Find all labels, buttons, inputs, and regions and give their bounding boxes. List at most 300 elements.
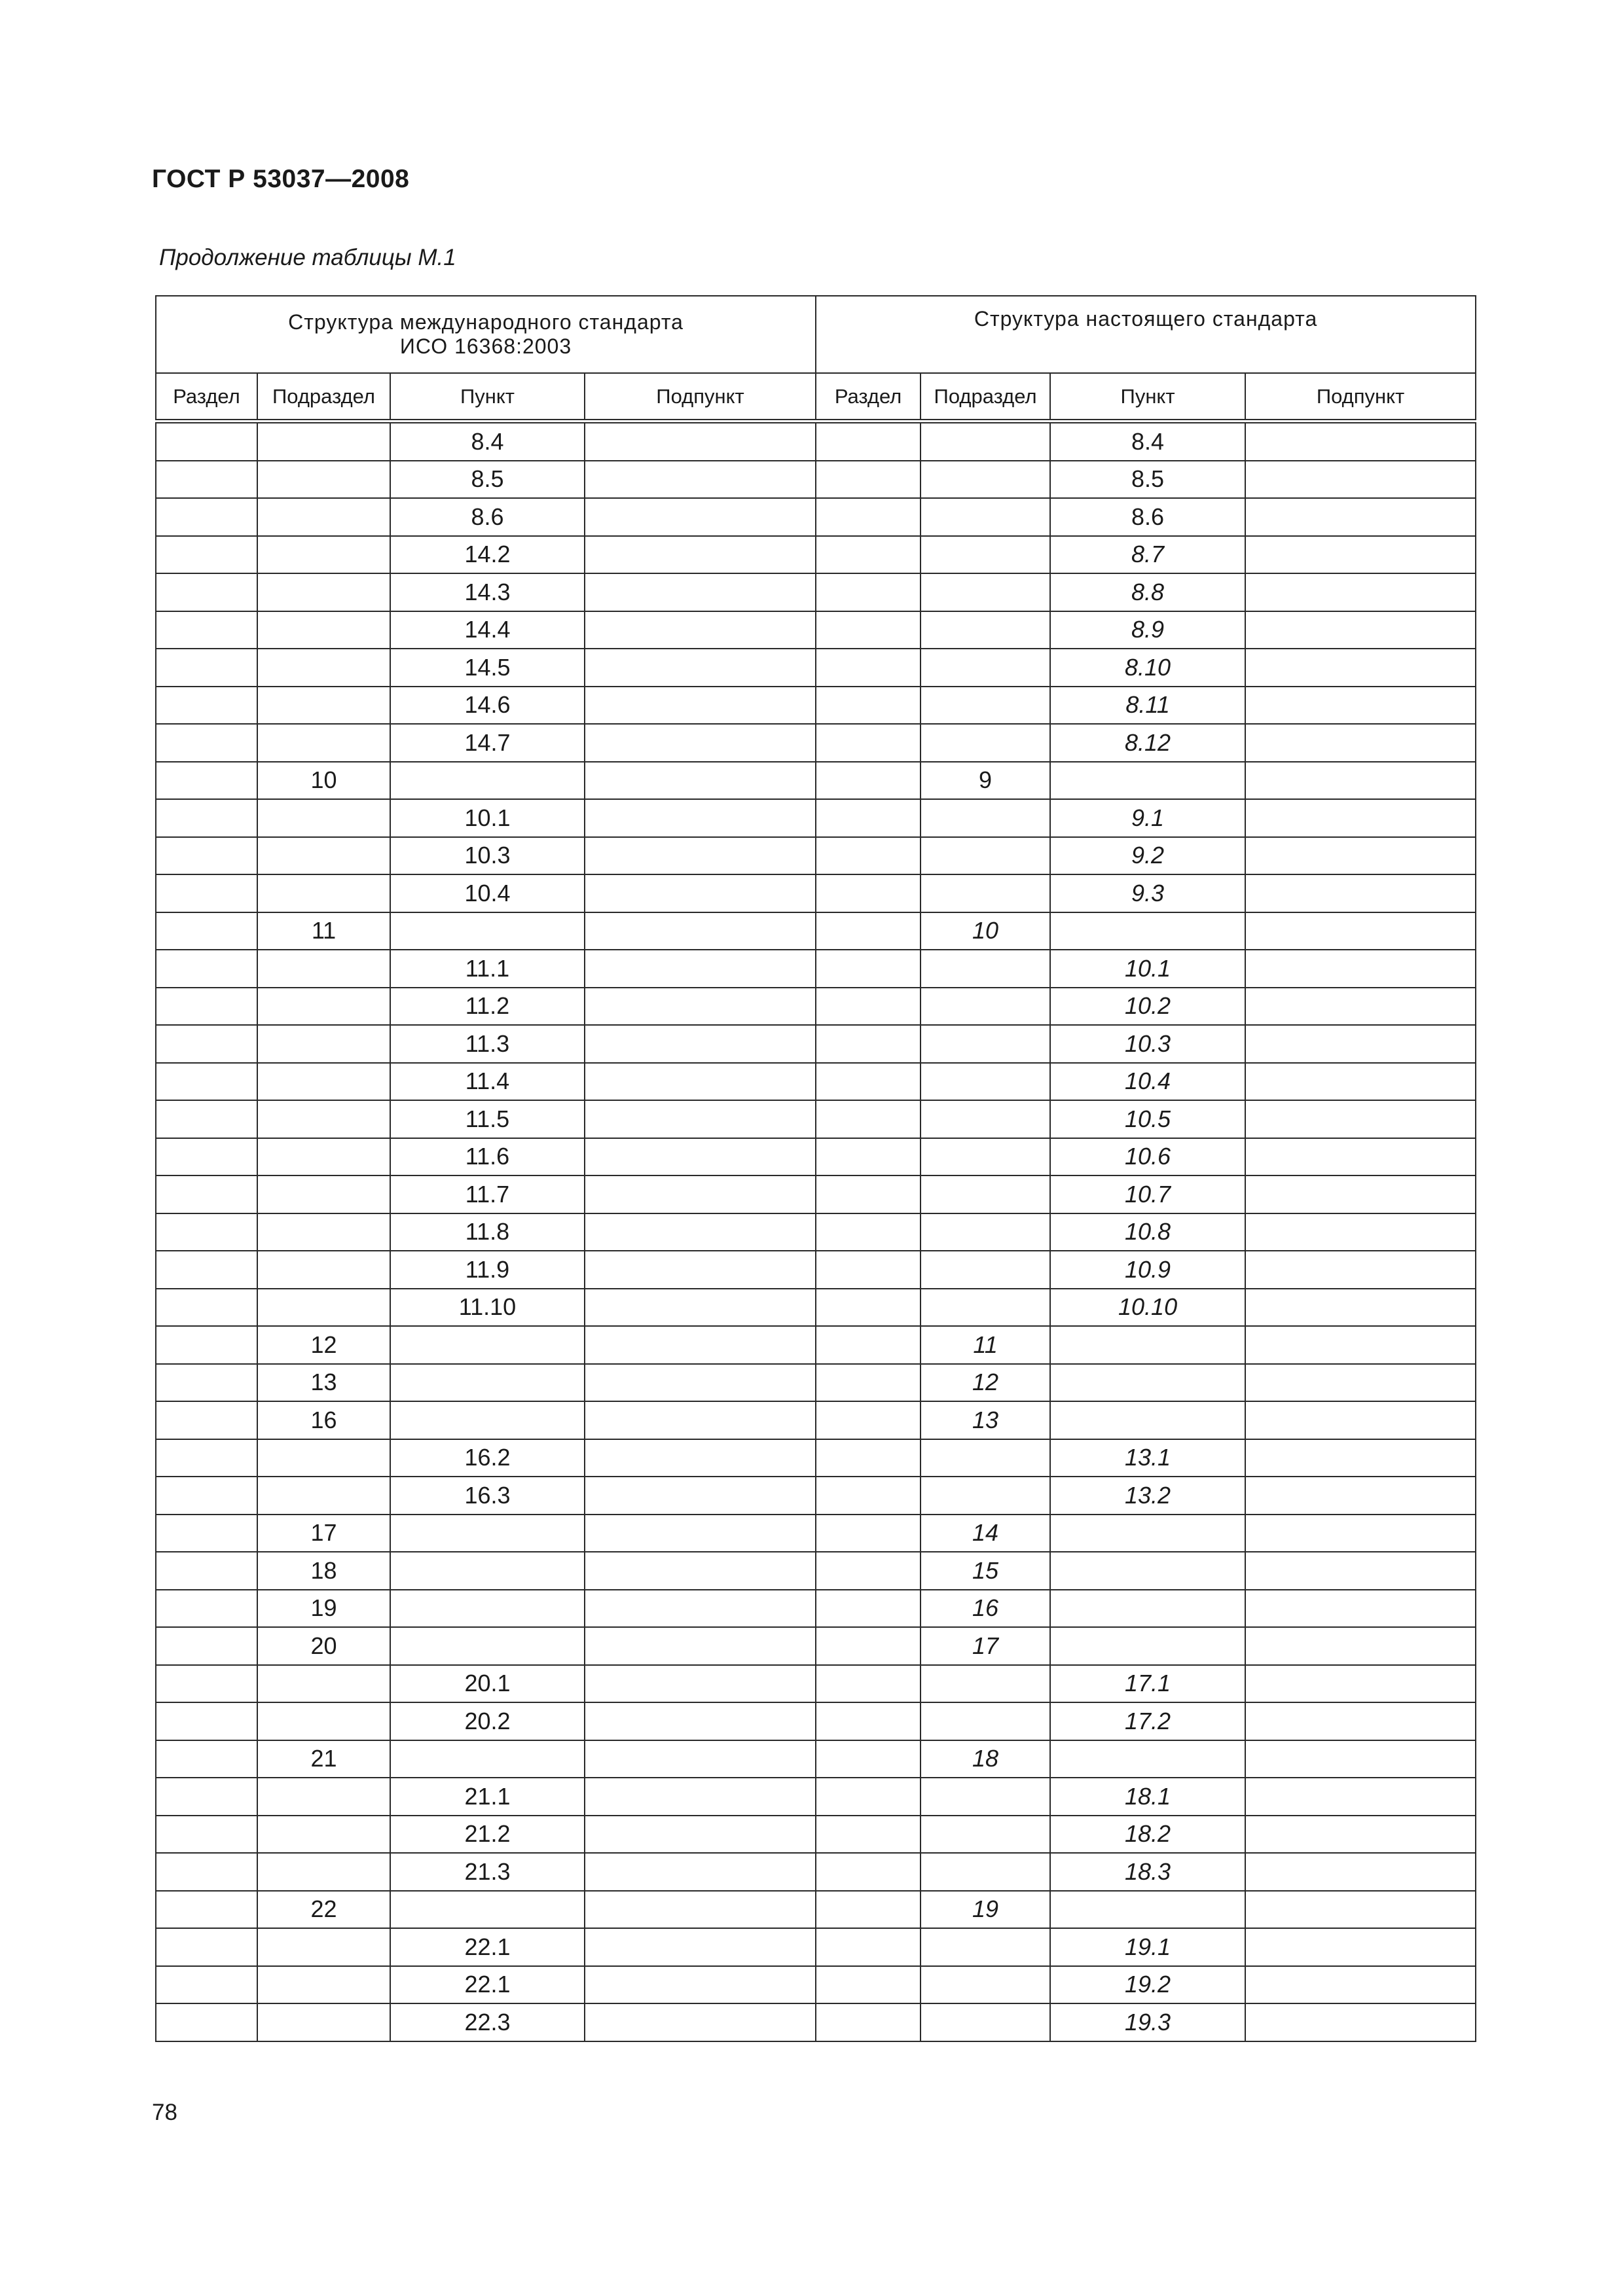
national-subclause-cell — [1245, 950, 1476, 988]
iso-subclause-cell — [585, 1778, 816, 1816]
national-clause-cell: 8.4 — [1050, 422, 1245, 461]
col-header-national-section: Раздел — [816, 373, 921, 422]
national-clause-cell: 17.1 — [1050, 1665, 1245, 1703]
national-section-cell — [816, 1515, 921, 1552]
national-subclause-cell — [1245, 1063, 1476, 1101]
table-row — [156, 762, 1476, 800]
iso-subsection-cell: 22 — [257, 1891, 390, 1929]
national-subclause-cell — [1245, 1928, 1476, 1966]
iso-subsection-cell — [257, 799, 390, 837]
iso-section-cell — [156, 2003, 257, 2041]
table-row — [156, 874, 1476, 912]
table-row — [156, 422, 1476, 461]
national-section-cell — [816, 1853, 921, 1891]
table-row — [156, 1552, 1476, 1590]
table-row — [156, 1364, 1476, 1402]
national-subsection-cell — [921, 988, 1050, 1026]
iso-clause-cell: 22.3 — [390, 2003, 585, 2041]
national-clause-cell: 8.6 — [1050, 498, 1245, 536]
national-subsection-cell — [921, 1289, 1050, 1327]
iso-subclause-cell — [585, 1251, 816, 1289]
iso-subclause-cell — [585, 762, 816, 800]
iso-subsection-cell — [257, 1025, 390, 1063]
national-section-cell — [816, 724, 921, 762]
table-row — [156, 1477, 1476, 1515]
iso-subclause-cell — [585, 950, 816, 988]
iso-clause-cell: 16.3 — [390, 1477, 585, 1515]
national-subsection-cell: 11 — [921, 1326, 1050, 1364]
national-subsection-cell — [921, 422, 1050, 461]
iso-subsection-cell: 18 — [257, 1552, 390, 1590]
iso-subsection-cell — [257, 1853, 390, 1891]
iso-clause-cell: 20.2 — [390, 1702, 585, 1740]
national-subsection-cell — [921, 1138, 1050, 1176]
national-subsection-cell — [921, 1025, 1050, 1063]
national-subsection-cell — [921, 1100, 1050, 1138]
national-clause-cell — [1050, 1740, 1245, 1778]
iso-section-cell — [156, 1590, 257, 1628]
iso-subsection-cell — [257, 461, 390, 499]
national-subclause-cell — [1245, 1138, 1476, 1176]
iso-clause-cell — [390, 1627, 585, 1665]
national-clause-cell — [1050, 1891, 1245, 1929]
national-clause-cell: 8.12 — [1050, 724, 1245, 762]
iso-clause-cell: 22.1 — [390, 1928, 585, 1966]
iso-clause-cell: 14.6 — [390, 687, 585, 725]
iso-section-cell — [156, 762, 257, 800]
national-section-cell — [816, 1928, 921, 1966]
iso-section-cell — [156, 1928, 257, 1966]
table-row — [156, 837, 1476, 875]
table-row — [156, 649, 1476, 687]
national-clause-cell: 9.1 — [1050, 799, 1245, 837]
national-subclause-cell — [1245, 1552, 1476, 1590]
iso-subclause-cell — [585, 1326, 816, 1364]
national-clause-cell — [1050, 1401, 1245, 1439]
col-header-iso-clause: Пункт — [390, 373, 585, 422]
national-subsection-cell — [921, 2003, 1050, 2041]
iso-section-cell — [156, 950, 257, 988]
iso-section-cell — [156, 687, 257, 725]
national-subsection-cell — [921, 611, 1050, 649]
national-subclause-cell — [1245, 1289, 1476, 1327]
iso-subsection-cell — [257, 1251, 390, 1289]
national-clause-cell — [1050, 762, 1245, 800]
national-clause-cell: 13.2 — [1050, 1477, 1245, 1515]
national-subsection-cell — [921, 799, 1050, 837]
national-clause-cell: 10.1 — [1050, 950, 1245, 988]
national-subsection-cell: 13 — [921, 1401, 1050, 1439]
iso-subsection-cell — [257, 498, 390, 536]
national-clause-cell: 17.2 — [1050, 1702, 1245, 1740]
iso-subclause-cell — [585, 724, 816, 762]
iso-subsection-cell — [257, 1138, 390, 1176]
national-subclause-cell — [1245, 1853, 1476, 1891]
national-subclause-cell — [1245, 1477, 1476, 1515]
national-clause-cell: 19.2 — [1050, 1966, 1245, 2004]
national-clause-cell: 18.2 — [1050, 1816, 1245, 1854]
table-row — [156, 1853, 1476, 1891]
national-subsection-cell — [921, 1778, 1050, 1816]
table-row — [156, 1891, 1476, 1929]
iso-section-cell — [156, 611, 257, 649]
iso-subclause-cell — [585, 498, 816, 536]
col-header-national-clause: Пункт — [1050, 373, 1245, 422]
national-clause-cell — [1050, 1364, 1245, 1402]
iso-subclause-cell — [585, 1891, 816, 1929]
iso-subsection-cell — [257, 1778, 390, 1816]
iso-clause-cell — [390, 1326, 585, 1364]
national-subsection-cell — [921, 573, 1050, 611]
iso-clause-cell: 11.8 — [390, 1213, 585, 1251]
table-row — [156, 611, 1476, 649]
iso-subclause-cell — [585, 1439, 816, 1477]
iso-clause-cell: 22.1 — [390, 1966, 585, 2004]
table-row — [156, 1138, 1476, 1176]
national-subsection-cell: 15 — [921, 1552, 1050, 1590]
national-section-cell — [816, 799, 921, 837]
iso-subclause-cell — [585, 649, 816, 687]
national-subsection-cell — [921, 1063, 1050, 1101]
national-clause-cell: 10.7 — [1050, 1175, 1245, 1213]
iso-subclause-cell — [585, 461, 816, 499]
national-clause-cell: 8.7 — [1050, 536, 1245, 574]
iso-subclause-cell — [585, 1213, 816, 1251]
national-section-cell — [816, 1100, 921, 1138]
national-subsection-cell — [921, 1477, 1050, 1515]
table-row — [156, 724, 1476, 762]
national-subsection-cell: 9 — [921, 762, 1050, 800]
iso-section-cell — [156, 1138, 257, 1176]
national-subsection-cell — [921, 1213, 1050, 1251]
table-row — [156, 498, 1476, 536]
iso-subsection-cell: 10 — [257, 762, 390, 800]
table-row — [156, 536, 1476, 574]
table-row — [156, 1627, 1476, 1665]
national-clause-cell: 10.9 — [1050, 1251, 1245, 1289]
national-clause-cell: 8.11 — [1050, 687, 1245, 725]
table-row — [156, 1175, 1476, 1213]
iso-section-cell — [156, 1025, 257, 1063]
national-clause-cell: 10.8 — [1050, 1213, 1245, 1251]
iso-clause-cell: 10.4 — [390, 874, 585, 912]
national-section-cell — [816, 2003, 921, 2041]
iso-subclause-cell — [585, 611, 816, 649]
iso-clause-cell: 8.6 — [390, 498, 585, 536]
national-section-cell — [816, 1439, 921, 1477]
national-section-cell — [816, 536, 921, 574]
iso-subsection-cell — [257, 1063, 390, 1101]
national-subclause-cell — [1245, 1439, 1476, 1477]
national-section-cell — [816, 837, 921, 875]
iso-subsection-cell: 12 — [257, 1326, 390, 1364]
national-section-cell — [816, 573, 921, 611]
iso-section-cell — [156, 649, 257, 687]
national-subclause-cell — [1245, 1175, 1476, 1213]
iso-subclause-cell — [585, 1853, 816, 1891]
iso-clause-cell: 14.7 — [390, 724, 585, 762]
national-section-cell — [816, 1175, 921, 1213]
national-section-cell — [816, 1326, 921, 1364]
document-title: ГОСТ Р 53037—2008 — [152, 165, 410, 193]
col-header-iso-subclause: Подпункт — [585, 373, 816, 422]
iso-section-cell — [156, 1213, 257, 1251]
national-subsection-cell — [921, 687, 1050, 725]
national-section-cell — [816, 498, 921, 536]
national-subsection-cell — [921, 498, 1050, 536]
national-subclause-cell — [1245, 1590, 1476, 1628]
iso-section-cell — [156, 573, 257, 611]
table-row — [156, 1401, 1476, 1439]
national-section-cell — [816, 1063, 921, 1101]
national-clause-cell: 9.2 — [1050, 837, 1245, 875]
national-subclause-cell — [1245, 687, 1476, 725]
iso-subsection-cell: 20 — [257, 1627, 390, 1665]
iso-section-cell — [156, 1175, 257, 1213]
national-section-cell — [816, 1702, 921, 1740]
table-row — [156, 1966, 1476, 2004]
iso-subsection-cell — [257, 573, 390, 611]
iso-section-cell — [156, 461, 257, 499]
national-subclause-cell — [1245, 422, 1476, 461]
iso-clause-cell: 14.2 — [390, 536, 585, 574]
group-header-row — [156, 296, 1476, 373]
table-row — [156, 1213, 1476, 1251]
iso-section-cell — [156, 422, 257, 461]
iso-subclause-cell — [585, 1477, 816, 1515]
iso-section-cell — [156, 536, 257, 574]
national-section-cell — [816, 1251, 921, 1289]
table-row — [156, 1702, 1476, 1740]
iso-section-cell — [156, 1100, 257, 1138]
iso-section-cell — [156, 1477, 257, 1515]
national-structure-header — [816, 296, 1476, 373]
iso-subclause-cell — [585, 1816, 816, 1854]
national-clause-cell — [1050, 912, 1245, 950]
national-clause-cell: 10.2 — [1050, 988, 1245, 1026]
iso-section-cell — [156, 724, 257, 762]
iso-section-cell — [156, 912, 257, 950]
national-section-cell — [816, 1289, 921, 1327]
national-section-cell — [816, 1891, 921, 1929]
national-subclause-cell — [1245, 1025, 1476, 1063]
national-clause-cell: 8.10 — [1050, 649, 1245, 687]
national-subsection-cell — [921, 874, 1050, 912]
iso-section-cell — [156, 1816, 257, 1854]
iso-section-cell — [156, 1853, 257, 1891]
national-clause-cell: 10.3 — [1050, 1025, 1245, 1063]
iso-subclause-cell — [585, 1025, 816, 1063]
table-row — [156, 1665, 1476, 1703]
national-clause-cell — [1050, 1590, 1245, 1628]
iso-subsection-cell: 19 — [257, 1590, 390, 1628]
national-subsection-cell — [921, 950, 1050, 988]
national-subsection-cell — [921, 837, 1050, 875]
national-section-cell — [816, 874, 921, 912]
national-subclause-cell — [1245, 1702, 1476, 1740]
page-number: 78 — [152, 2100, 177, 2125]
national-section-cell — [816, 1213, 921, 1251]
table-row — [156, 988, 1476, 1026]
national-subclause-cell — [1245, 1364, 1476, 1402]
national-subclause-cell — [1245, 1966, 1476, 2004]
iso-clause-cell: 21.2 — [390, 1816, 585, 1854]
iso-clause-cell: 10.1 — [390, 799, 585, 837]
iso-clause-cell: 11.9 — [390, 1251, 585, 1289]
iso-clause-cell: 14.5 — [390, 649, 585, 687]
iso-subsection-cell — [257, 1477, 390, 1515]
national-clause-cell: 19.1 — [1050, 1928, 1245, 1966]
national-clause-cell — [1050, 1515, 1245, 1552]
national-section-cell — [816, 1740, 921, 1778]
iso-subclause-cell — [585, 1515, 816, 1552]
iso-section-cell — [156, 799, 257, 837]
iso-section-cell — [156, 1289, 257, 1327]
national-subclause-cell — [1245, 1778, 1476, 1816]
national-subclause-cell — [1245, 1401, 1476, 1439]
national-section-cell — [816, 1364, 921, 1402]
iso-subclause-cell — [585, 536, 816, 574]
iso-subsection-cell — [257, 1816, 390, 1854]
national-subclause-cell — [1245, 874, 1476, 912]
iso-clause-cell — [390, 1515, 585, 1552]
national-section-cell — [816, 912, 921, 950]
national-subclause-cell — [1245, 1627, 1476, 1665]
national-clause-cell: 10.4 — [1050, 1063, 1245, 1101]
table-row — [156, 1100, 1476, 1138]
national-subclause-cell — [1245, 762, 1476, 800]
national-subsection-cell — [921, 1175, 1050, 1213]
iso-subclause-cell — [585, 1364, 816, 1402]
national-clause-cell: 18.1 — [1050, 1778, 1245, 1816]
national-section-cell — [816, 422, 921, 461]
iso-subsection-cell — [257, 724, 390, 762]
national-subclause-cell — [1245, 1100, 1476, 1138]
iso-section-cell — [156, 1515, 257, 1552]
iso-clause-cell — [390, 762, 585, 800]
national-subclause-cell — [1245, 1891, 1476, 1929]
iso-subsection-cell — [257, 950, 390, 988]
col-header-national-subsection: Подраздел — [921, 373, 1050, 422]
national-section-cell — [816, 762, 921, 800]
iso-subsection-cell — [257, 687, 390, 725]
table-row — [156, 2003, 1476, 2041]
national-subsection-cell — [921, 1665, 1050, 1703]
national-subclause-cell — [1245, 837, 1476, 875]
national-subsection-cell: 18 — [921, 1740, 1050, 1778]
national-clause-cell — [1050, 1552, 1245, 1590]
table-row — [156, 687, 1476, 725]
iso-subclause-cell — [585, 687, 816, 725]
iso-section-cell — [156, 1966, 257, 2004]
iso-subclause-cell — [585, 422, 816, 461]
national-subsection-cell — [921, 1816, 1050, 1854]
iso-subclause-cell — [585, 1063, 816, 1101]
iso-section-cell — [156, 1401, 257, 1439]
national-section-cell — [816, 1627, 921, 1665]
column-header-row — [156, 373, 1476, 422]
national-subclause-cell — [1245, 461, 1476, 499]
national-subclause-cell — [1245, 536, 1476, 574]
national-subclause-cell — [1245, 498, 1476, 536]
iso-subsection-cell — [257, 1665, 390, 1703]
national-clause-cell: 8.5 — [1050, 461, 1245, 499]
national-subclause-cell — [1245, 611, 1476, 649]
national-subsection-cell — [921, 536, 1050, 574]
iso-clause-cell: 11.3 — [390, 1025, 585, 1063]
national-section-cell — [816, 1966, 921, 2004]
iso-section-cell — [156, 874, 257, 912]
iso-section-cell — [156, 498, 257, 536]
national-section-cell — [816, 1778, 921, 1816]
iso-clause-cell — [390, 912, 585, 950]
table-row — [156, 461, 1476, 499]
national-subsection-cell: 14 — [921, 1515, 1050, 1552]
iso-subsection-cell: 21 — [257, 1740, 390, 1778]
iso-clause-cell: 21.1 — [390, 1778, 585, 1816]
table-row — [156, 1439, 1476, 1477]
iso-subsection-cell — [257, 649, 390, 687]
national-section-cell — [816, 461, 921, 499]
national-header-line1: Структура настоящего стандарта — [974, 307, 1318, 331]
iso-clause-cell: 14.3 — [390, 573, 585, 611]
iso-clause-cell: 21.3 — [390, 1853, 585, 1891]
iso-section-cell — [156, 1251, 257, 1289]
iso-clause-cell: 11.10 — [390, 1289, 585, 1327]
national-section-cell — [816, 1665, 921, 1703]
iso-clause-cell: 11.6 — [390, 1138, 585, 1176]
iso-subsection-cell — [257, 1213, 390, 1251]
iso-structure-header — [156, 296, 816, 373]
national-section-cell — [816, 649, 921, 687]
iso-section-cell — [156, 1326, 257, 1364]
national-section-cell — [816, 950, 921, 988]
col-header-national-subclause: Подпункт — [1245, 373, 1476, 422]
national-clause-cell: 10.6 — [1050, 1138, 1245, 1176]
iso-section-cell — [156, 1364, 257, 1402]
national-subsection-cell — [921, 1439, 1050, 1477]
iso-subclause-cell — [585, 1928, 816, 1966]
iso-subsection-cell: 13 — [257, 1364, 390, 1402]
iso-subsection-cell — [257, 1175, 390, 1213]
iso-clause-cell — [390, 1590, 585, 1628]
national-subclause-cell — [1245, 1665, 1476, 1703]
national-subclause-cell — [1245, 649, 1476, 687]
national-clause-cell: 8.9 — [1050, 611, 1245, 649]
table-row — [156, 1928, 1476, 1966]
iso-section-cell — [156, 1439, 257, 1477]
national-subsection-cell: 12 — [921, 1364, 1050, 1402]
national-subsection-cell: 19 — [921, 1891, 1050, 1929]
table-row — [156, 1025, 1476, 1063]
iso-section-cell — [156, 1552, 257, 1590]
national-subclause-cell — [1245, 912, 1476, 950]
national-clause-cell: 18.3 — [1050, 1853, 1245, 1891]
iso-subsection-cell — [257, 874, 390, 912]
national-clause-cell — [1050, 1326, 1245, 1364]
national-section-cell — [816, 1552, 921, 1590]
iso-subsection-cell: 17 — [257, 1515, 390, 1552]
table-row — [156, 573, 1476, 611]
national-subsection-cell: 17 — [921, 1627, 1050, 1665]
iso-subclause-cell — [585, 799, 816, 837]
iso-subclause-cell — [585, 1590, 816, 1628]
iso-subclause-cell — [585, 874, 816, 912]
iso-section-cell — [156, 1665, 257, 1703]
national-subclause-cell — [1245, 988, 1476, 1026]
iso-section-cell — [156, 837, 257, 875]
iso-subsection-cell — [257, 536, 390, 574]
